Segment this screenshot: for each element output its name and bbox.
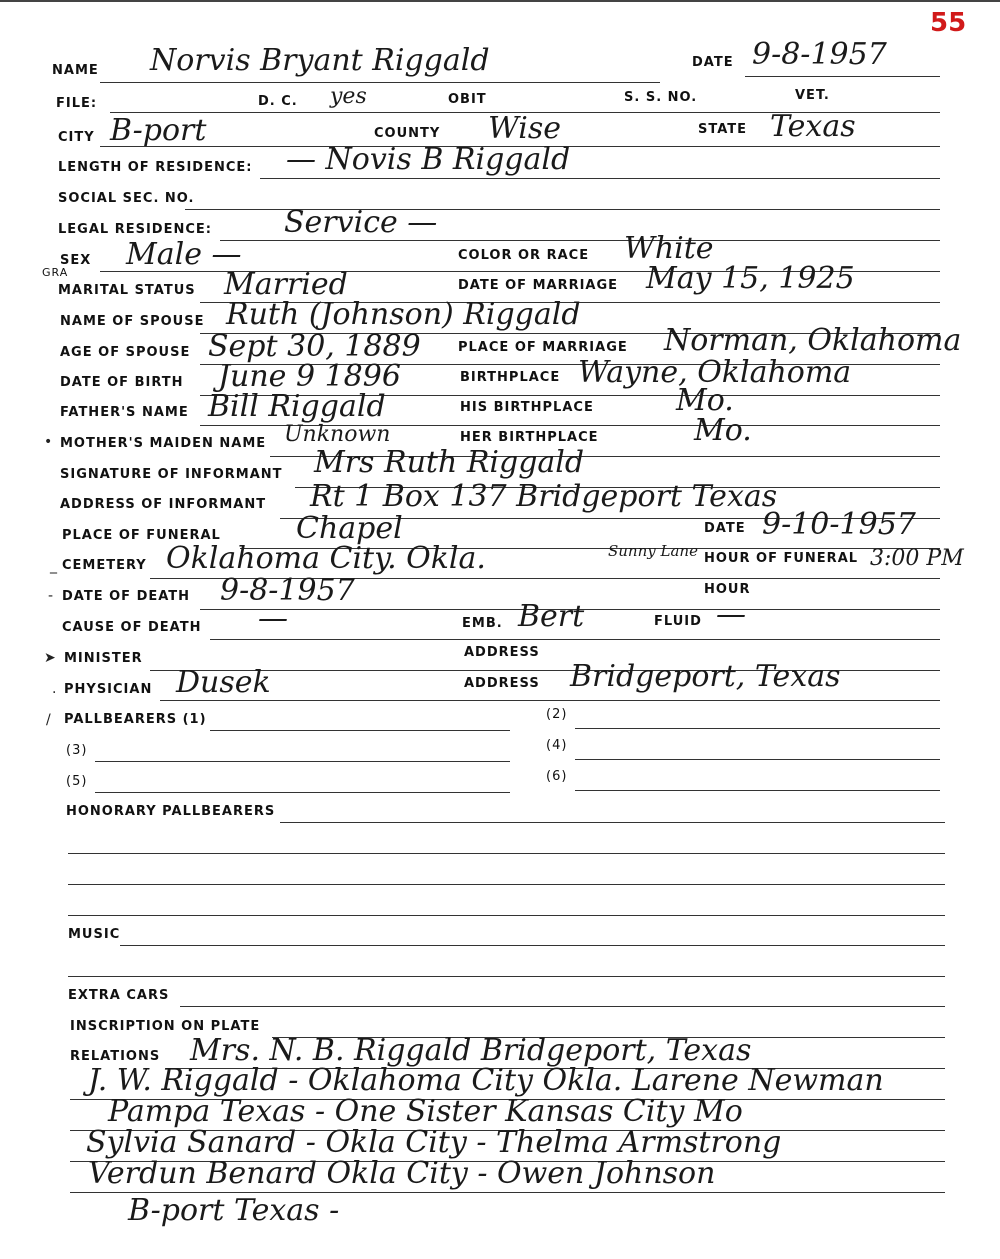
signature-informant-label: SIGNATURE OF INFORMANT	[60, 467, 283, 482]
margin-mark-pallbearers: /	[46, 712, 51, 728]
fluid-value: —	[716, 597, 746, 632]
dc-label: D. C.	[258, 94, 298, 109]
place-of-marriage-value: Norman, Oklahoma	[664, 323, 962, 358]
margin-mark-minister: ➤	[44, 650, 56, 666]
margin-mark-cemetery: _	[50, 558, 57, 574]
physician-value: Dusek	[176, 665, 271, 700]
vet-label: VET.	[795, 88, 830, 103]
pallbearer-3-label: (3)	[66, 743, 88, 758]
relations-line-4: Sylvia Sanard - Okla City - Thelma Armstrong	[86, 1125, 782, 1160]
mother-name-value: Unknown	[284, 422, 391, 447]
pallbearers-label: PALLBEARERS (1)	[64, 712, 207, 727]
inscription-label: INSCRIPTION ON PLATE	[70, 1019, 261, 1034]
state-label: STATE	[698, 122, 748, 137]
father-name-label: FATHER'S NAME	[60, 405, 189, 420]
minister-label: MINISTER	[64, 651, 143, 666]
relations-line-1: Mrs. N. B. Riggald Bridgeport, Texas	[190, 1033, 752, 1068]
length-residence-line	[260, 178, 940, 179]
cause-of-death-value: —	[258, 601, 288, 636]
pallbearer-4-label: (4)	[546, 738, 568, 753]
honorary-line-2	[68, 853, 945, 854]
obit-label: OBIT	[448, 92, 487, 107]
pallbearer-2-line	[575, 728, 940, 729]
his-birthplace-value: Mo.	[676, 383, 734, 418]
name-value: Norvis Bryant Riggald	[150, 43, 490, 78]
extra-cars-line	[180, 1006, 945, 1007]
minister-address-label: ADDRESS	[464, 645, 540, 660]
city-value: B-port	[110, 113, 207, 148]
marital-status-value: Married	[224, 267, 348, 302]
relations-line-5: Verdun Benard Okla City - Owen Johnson	[88, 1156, 716, 1191]
pallbearer-3-line	[95, 761, 510, 762]
pallbearer-5-line	[95, 792, 510, 793]
address-informant-value: Rt 1 Box 137 Bridgeport Texas	[310, 479, 778, 514]
honorary-line-4	[68, 915, 945, 916]
ssno-label: S. S. NO.	[624, 90, 698, 105]
pallbearer-2-label: (2)	[546, 707, 568, 722]
extra-cars-label: EXTRA CARS	[68, 988, 170, 1003]
name-label: NAME	[52, 63, 99, 78]
relations-line-3: Pampa Texas - One Sister Kansas City Mo	[108, 1094, 743, 1129]
sex-value: Male —	[126, 237, 242, 272]
city-label: CITY	[58, 130, 95, 145]
place-of-funeral-value: Chapel	[296, 511, 403, 546]
birthplace-value: Wayne, Oklahoma	[578, 355, 852, 390]
signature-informant-value: Mrs Ruth Riggald	[314, 445, 585, 480]
physician-address-label: ADDRESS	[464, 676, 540, 691]
funeral-date-value: 9-10-1957	[762, 507, 916, 542]
date-of-marriage-value: May 15, 1925	[646, 261, 855, 296]
fluid-label: FLUID	[654, 614, 702, 629]
state-value: Texas	[770, 109, 856, 144]
cause-of-death-label: CAUSE OF DEATH	[62, 620, 202, 635]
date-of-birth-value: June 9 1896	[218, 359, 401, 394]
hour-funeral-value: 3:00 PM	[870, 546, 964, 571]
margin-mark-physician: .	[52, 681, 57, 697]
top-border	[0, 0, 1000, 2]
pallbearer-5-label: (5)	[66, 774, 88, 789]
her-birthplace-value: Mo.	[694, 413, 752, 448]
legal-residence-value: Service —	[284, 205, 438, 240]
funeral-date-label: DATE	[704, 521, 746, 536]
emb-label: EMB.	[462, 616, 503, 631]
length-residence-value: — Novis B Riggald	[286, 142, 571, 177]
father-name-value: Bill Riggald	[208, 389, 386, 424]
age-of-spouse-value: Sept 30, 1889	[208, 329, 421, 364]
dc-value: yes	[330, 84, 367, 109]
mother-name-label: MOTHER'S MAIDEN NAME	[60, 436, 267, 451]
cemetery-value: Oklahoma City. Okla.	[166, 541, 486, 576]
honorary-line-1	[280, 822, 945, 823]
date-of-marriage-label: DATE OF MARRIAGE	[458, 278, 619, 293]
music-line-1	[120, 945, 945, 946]
date-label: DATE	[692, 55, 734, 70]
pallbearer-1-line	[210, 730, 510, 731]
birthplace-label: BIRTHPLACE	[460, 370, 561, 385]
county-value: Wise	[488, 111, 562, 146]
county-label: COUNTY	[374, 126, 441, 141]
spouse-name-value: Ruth (Johnson) Riggald	[226, 297, 581, 332]
color-race-value: White	[624, 231, 714, 266]
relations-line-6: B-port Texas -	[128, 1193, 340, 1228]
honorary-line-3	[68, 884, 945, 885]
name-line	[100, 82, 660, 83]
relations-label: RELATIONS	[70, 1049, 161, 1064]
physician-label: PHYSICIAN	[64, 682, 153, 697]
marital-status-label: MARITAL STATUS	[58, 283, 196, 298]
hour-label: HOUR	[704, 582, 751, 597]
page-number: 55	[930, 8, 967, 38]
place-of-marriage-label: PLACE OF MARRIAGE	[458, 340, 628, 355]
sex-label: SEX	[60, 253, 92, 268]
her-birthplace-label: HER BIRTHPLACE	[460, 430, 599, 445]
hour-funeral-label: HOUR OF FUNERAL	[704, 551, 859, 566]
date-line	[745, 76, 940, 77]
date-of-birth-label: DATE OF BIRTH	[60, 375, 184, 390]
place-of-funeral-label: PLACE OF FUNERAL	[62, 528, 221, 543]
honorary-pallbearers-label: HONORARY PALLBEARERS	[66, 804, 276, 819]
legal-residence-line	[220, 240, 940, 241]
emb-value: Bert	[518, 599, 585, 634]
cemetery-note: Sunny Lane	[608, 542, 698, 560]
address-informant-label: ADDRESS OF INFORMANT	[60, 497, 267, 512]
legal-residence-label: LEGAL RESIDENCE:	[58, 222, 212, 237]
cause-line	[210, 639, 940, 640]
margin-mark-death: -	[48, 588, 54, 604]
gra-label: GRA	[42, 266, 69, 279]
margin-mark-mother: •	[44, 434, 53, 450]
pallbearer-6-line	[575, 790, 940, 791]
age-of-spouse-label: AGE OF SPOUSE	[60, 345, 191, 360]
pallbearer-6-label: (6)	[546, 769, 568, 784]
color-race-label: COLOR OR RACE	[458, 248, 590, 263]
relations-line-2: J. W. Riggald - Oklahoma City Okla. Larene Newman	[88, 1063, 884, 1098]
pallbearer-4-line	[575, 759, 940, 760]
date-of-death-value: 9-8-1957	[220, 573, 355, 608]
file-label: FILE:	[56, 96, 98, 111]
music-line-2	[68, 976, 945, 977]
physician-address-value: Bridgeport, Texas	[570, 659, 841, 694]
music-label: MUSIC	[68, 927, 121, 942]
physician-line	[160, 700, 940, 701]
date-value: 9-8-1957	[752, 37, 887, 72]
social-sec-label: SOCIAL SEC. NO.	[58, 191, 195, 206]
date-of-death-label: DATE OF DEATH	[62, 589, 191, 604]
spouse-name-label: NAME OF SPOUSE	[60, 314, 205, 329]
his-birthplace-label: HIS BIRTHPLACE	[460, 400, 594, 415]
length-residence-label: LENGTH OF RESIDENCE:	[58, 160, 253, 175]
cemetery-label: CEMETERY	[62, 558, 147, 573]
